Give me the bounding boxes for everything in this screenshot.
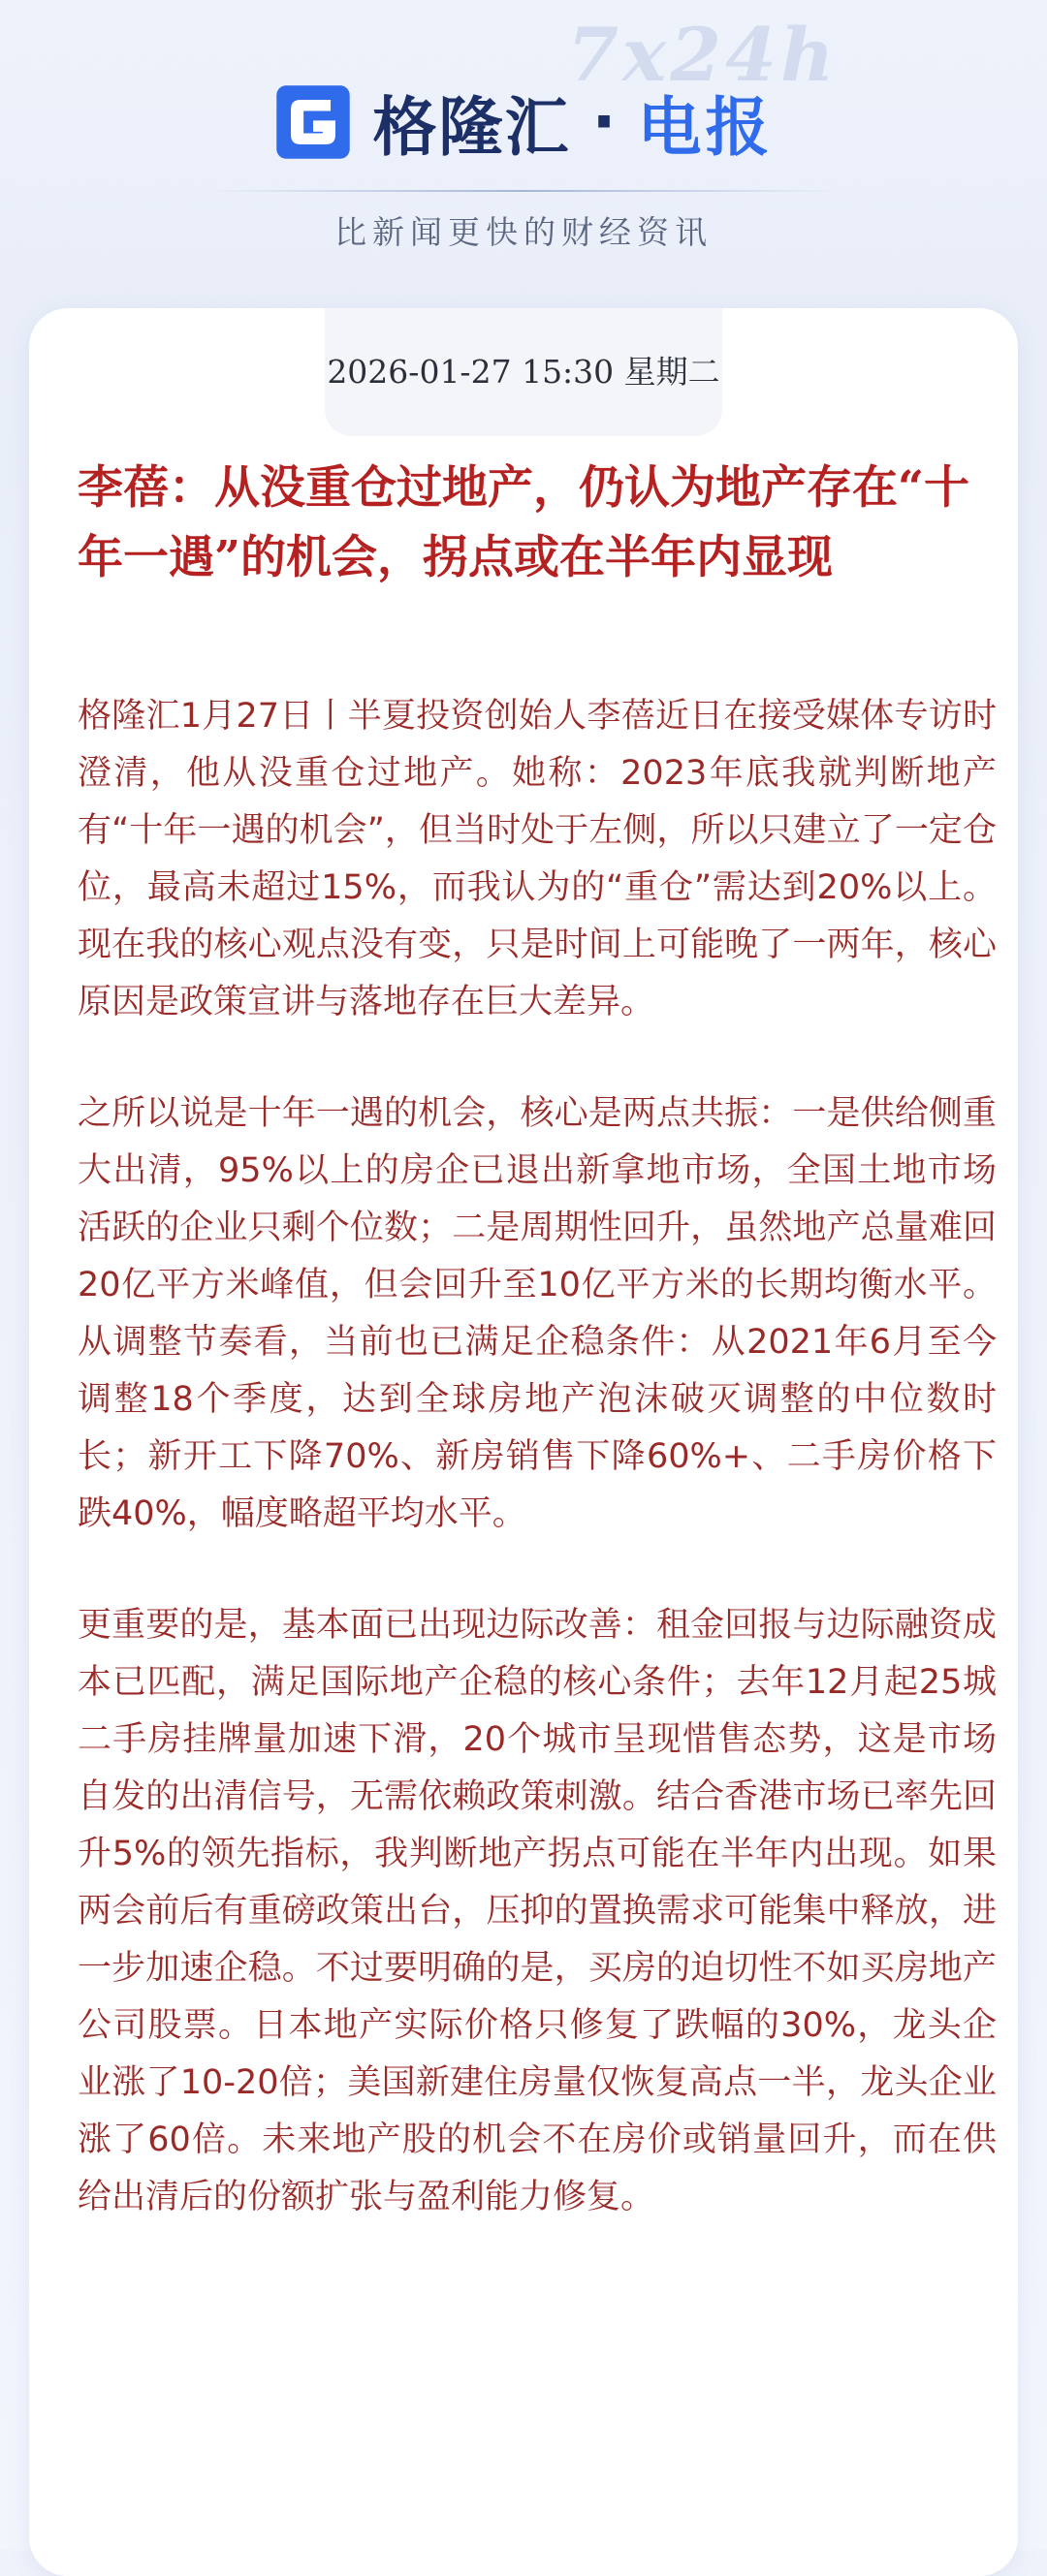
tagline: 比新闻更快的财经资讯	[334, 213, 713, 251]
article-card	[29, 308, 1018, 2576]
brand-section: 电报	[637, 90, 774, 165]
article-datetime: 2026-01-27 15:30 星期二	[327, 353, 720, 391]
header-divider	[206, 190, 841, 192]
gelonghui-g-logo-icon	[273, 82, 353, 162]
article-body	[78, 688, 997, 2280]
article-paragraph: 之所以说是十年一遇的机会，核心是两点共振：一是供给侧重大出清，95%以上的房企已退出新拿地市场，全国土地市场活跃的企业只剩个位数；二是周期性回升，虽然地产总量难回20亿平方米峰值，但会回升至10亿平方米的长期均衡水平。从调整节奏看，当前也已满足企稳条件：从2021年6月至今调整18个季度，达到全球房地产泡沫破灭调整的中位数时长；新开工下降70%、新房销售下降60%+、二手房价格下跌40%，幅度略超平均水平。	[78, 1094, 997, 1533]
brand-name: 格隆汇	[372, 90, 571, 165]
date-badge	[325, 308, 722, 436]
article-paragraph: 格隆汇1月27日丨半夏投资创始人李蓓近日在接受媒体专访时澄清，他从没重仓过地产。她称：2023年底我就判断地产有“十年一遇的机会”，但当时处于左侧，所以只建立了一定仓位，最高未超过15%，而我认为的“重仓”需达到20%以上。现在我的核心观点没有变，只是时间上可能晚了一两年，核心原因是政策宣讲与落地存在巨大差异。	[78, 697, 997, 1021]
article-paragraph: 更重要的是，基本面已出现边际改善：租金回报与边际融资成本已匹配，满足国际地产企稳的核心条件；去年12月起25城二手房挂牌量加速下滑，20个城市呈现惜售态势，这是市场自发的出清信号，无需依赖政策刺激。结合香港市场已率先回升5%的领先指标，我判断地产拐点可能在半年内出现。如果两会前后有重磅政策出台，压抑的置换需求可能集中释放，进一步加速企稳。不过要明确的是，买房的迫切性不如买房地产公司股票。日本地产实际价格只修复了跌幅的30%，龙头企业涨了10-20倍；美国新建住房量仅恢复高点一半，龙头企业涨了60倍。未来地产股的机会不在房价或销量回升，而在供给出清后的份额扩张与盈利能力修复。	[78, 1606, 997, 2216]
watermark: 7x24h	[567, 12, 839, 98]
brand-header	[0, 76, 1047, 168]
brand-separator: ·	[591, 84, 617, 159]
article-headline: 李蓓：从没重仓过地产，仍认为地产存在“十年一遇”的机会，拐点或在半年内显现	[78, 461, 970, 584]
